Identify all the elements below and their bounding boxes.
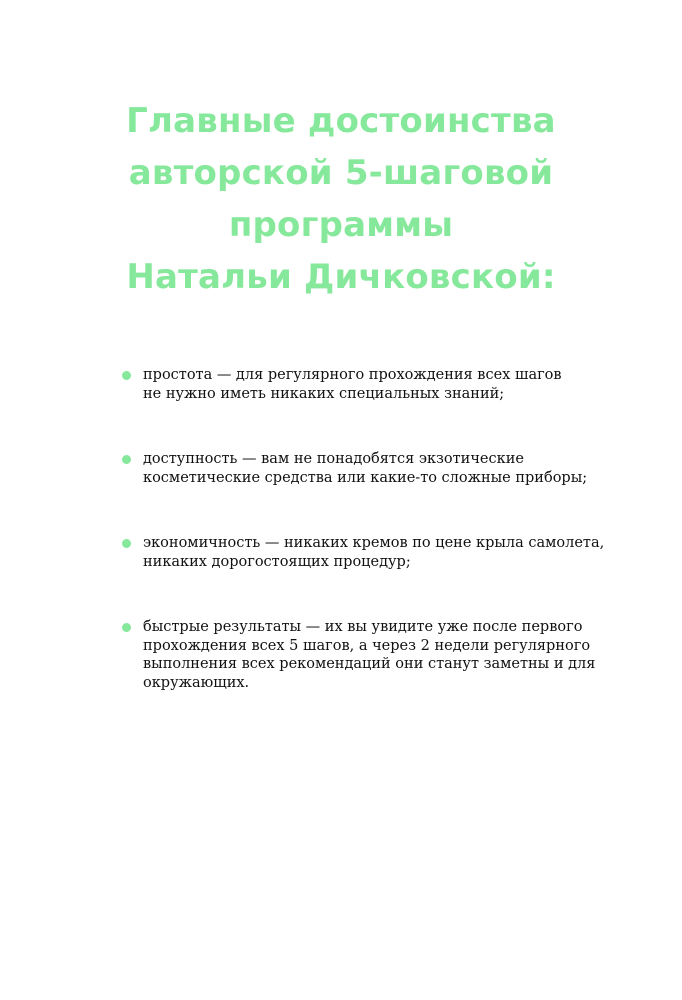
bullet-dot-icon: [122, 539, 131, 548]
list-item-line: никаких дорогостоящих процедур;: [143, 553, 411, 570]
list-item-line: доступность — вам не понадобятся экзотические: [143, 451, 524, 467]
advantages-list: [120, 366, 605, 692]
title-line: программы: [228, 205, 454, 245]
list-item-line: окружающих.: [143, 674, 250, 691]
list-item-line: выполнения всех рекомендаций они станут заметны и для: [143, 656, 596, 672]
bullet-dot-icon: [122, 623, 131, 632]
list-item-simplicity: [120, 366, 600, 403]
list-item-accessibility: [120, 450, 600, 487]
list-item-line: экономичность — никаких кремов по цене крыла самолета,: [143, 535, 605, 551]
list-item-economy: [120, 534, 605, 571]
title-line: Натальи Дичковской:: [126, 257, 556, 297]
list-item-line: не нужно иметь никаких специальных знаний;: [143, 385, 505, 402]
list-item-fast-results: [120, 618, 600, 692]
page-title: [60, 95, 622, 303]
list-item-line: косметические средства или какие-то сложные приборы;: [143, 469, 588, 486]
title-line: авторской 5-шаговой: [128, 153, 554, 193]
list-item-line: прохождения всех 5 шагов, а через 2 недели регулярного: [143, 637, 591, 654]
list-item-line: быстрые результаты — их вы увидите уже после первого: [143, 619, 583, 635]
title-line: Главные достоинства: [126, 101, 556, 141]
bullet-dot-icon: [122, 455, 131, 464]
list-item-line: простота — для регулярного прохождения всех шагов: [143, 367, 562, 383]
bullet-dot-icon: [122, 371, 131, 380]
